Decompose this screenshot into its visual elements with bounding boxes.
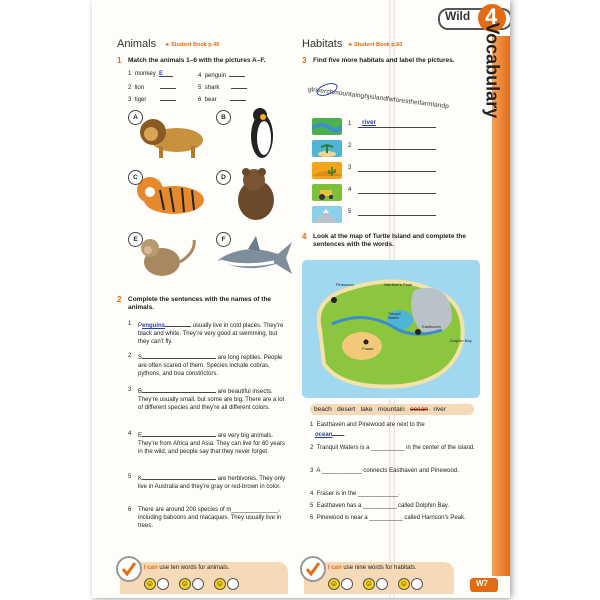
habitats-book-ref	[347, 42, 402, 48]
word-bank-item: river	[433, 406, 446, 413]
arrow-left-icon: ◄	[164, 42, 171, 48]
ex1-item-num: 3	[128, 97, 132, 103]
side-title: Vocabulary	[482, 22, 503, 119]
picture-label-c: C	[128, 170, 143, 185]
ex1-item-num: 1	[128, 71, 132, 77]
ex2-item-text: are long reptiles. People are often scared of them. Species include cobras, pythons, and boa constrictors.	[138, 355, 283, 377]
animals-can-do-i-can: I can	[144, 565, 158, 571]
habitat-icon-desert	[312, 162, 342, 179]
lion-picture	[137, 110, 207, 160]
ex2-item-num: 2	[128, 353, 132, 359]
ex4-item-text: Easthaven and Pinewood are next to the	[316, 422, 425, 428]
ex1-answer-field[interactable]	[231, 82, 247, 89]
smiley-icon[interactable]: ☺	[215, 578, 224, 588]
empty-circle-icon[interactable]	[341, 578, 353, 590]
ex1-item-num: 4	[198, 73, 202, 79]
ex1-row	[198, 82, 247, 92]
ex2-answer-field[interactable]: enguins	[142, 323, 166, 329]
ex4-item-num: 5	[310, 503, 314, 509]
workbook-page	[92, 0, 510, 598]
penguin-picture	[242, 104, 282, 162]
animals-book-ref-text: Student Book p.46	[170, 42, 220, 48]
ex3-answer-field[interactable]: river	[362, 119, 377, 126]
ex3-answer-line[interactable]	[358, 127, 436, 128]
ex3-item-num: 1	[348, 121, 352, 127]
ex4-sentence	[310, 502, 480, 510]
unit-number: 4	[485, 4, 498, 29]
word-bank-item: desert	[337, 406, 356, 413]
empty-circle-icon[interactable]	[376, 578, 388, 590]
word-bank	[310, 404, 474, 415]
word-snake: glriverchmountainghjislandfwforestheifarmlandp	[307, 86, 450, 111]
ex2-item-text: are herbivores. They only live in Australia and they’re gray or red-brown in color.	[138, 476, 286, 490]
smiley-icon[interactable]: ☺	[329, 578, 339, 588]
ex2-item-text: are very big animals. They’re from Africa and Asia. They can live for 60 years in the wild, and people say that they never forget.	[138, 433, 285, 455]
habitats-smiley-row	[328, 575, 424, 593]
ex2-item-num: 5	[128, 474, 132, 480]
ex1-answer-field[interactable]	[160, 94, 176, 101]
ex3-answer-line[interactable]	[358, 193, 436, 194]
ex1-row	[128, 94, 176, 104]
animals-book-ref	[164, 42, 219, 48]
ex4-sentence	[310, 444, 480, 452]
picture-label-a: A	[128, 110, 143, 125]
ex1-row	[198, 94, 246, 104]
ex4-item-num: 4	[310, 491, 314, 497]
smiley-icon[interactable]: ☺	[399, 578, 408, 588]
smiley-icon[interactable]: ☺	[364, 578, 373, 588]
ex2-item-num: 6	[128, 507, 132, 513]
map-label: Tranquil Waters	[388, 312, 401, 320]
island-map-icon	[302, 260, 480, 398]
picture-label-f: F	[216, 232, 231, 247]
habitats-can-do	[328, 564, 417, 572]
check-icon	[116, 556, 142, 582]
picture-label-d: D	[216, 170, 231, 185]
ex1-item-num: 5	[198, 85, 202, 91]
ex2-start-letter: K	[138, 476, 143, 482]
ex3-item-num: 2	[348, 143, 352, 149]
ex3-instruction: Find five more habitats and label the pictures.	[313, 57, 455, 64]
ex1-item-word: shark	[204, 85, 220, 91]
ex1-item-word: tiger	[134, 97, 147, 103]
ex1-answer-field[interactable]	[230, 94, 246, 101]
ex2-item-text: are beautiful insects. They’re usually small, but some are big. There are a lot of different species and they’re all different colors.	[138, 389, 285, 411]
ex4-item-text: Pinewood is near a __________ called Harrison’s Peak.	[316, 515, 466, 521]
ex1-number: 1	[117, 56, 122, 65]
ex4-sentence	[310, 514, 480, 522]
ex3-answer-line[interactable]	[358, 149, 436, 150]
ex2-answer-field[interactable]	[142, 473, 216, 480]
ex2-start-letter: E	[138, 433, 143, 439]
turtle-island-map	[302, 260, 480, 398]
penguin-icon	[242, 104, 282, 162]
ex2-start-letter: B	[138, 389, 143, 395]
habitats-title: Habitats	[302, 38, 343, 50]
ex4-answer-field[interactable]: ocean	[315, 432, 333, 438]
ex1-instruction: Match the animals 1–6 with the pictures A–F.	[128, 57, 266, 64]
habitat-icon-mountain	[312, 206, 342, 223]
ex4-item-num: 2	[310, 445, 314, 451]
lion-icon	[137, 110, 207, 160]
map-label: Harrison’s Peak	[384, 282, 413, 287]
habitat-icon-river	[312, 118, 342, 135]
word-bank-item-crossed: ocean	[410, 406, 428, 413]
ex4-item-text: Easthaven has a __________ called Dolphin Bay.	[316, 503, 450, 509]
empty-circle-icon[interactable]	[227, 578, 239, 590]
ex1-row	[128, 70, 173, 78]
empty-circle-icon[interactable]	[192, 578, 204, 590]
ex2-answer-field[interactable]	[142, 386, 216, 393]
ex4-item-text: Tranquil Waters is a __________ in the center of the island.	[316, 445, 475, 451]
ex2-item	[128, 386, 288, 411]
ex1-item-word: monkey	[134, 71, 156, 77]
ex4-sentence	[310, 490, 480, 498]
animals-can-do	[144, 564, 229, 572]
ex2-start-letter: P	[138, 323, 143, 329]
ex4-item-num: 6	[310, 515, 314, 521]
habitat-icon-farmland	[312, 184, 342, 201]
ex4-item-num: 3	[310, 468, 314, 474]
arrow-left-icon: ◄	[347, 42, 354, 48]
ex2-item	[128, 320, 288, 345]
picture-label-b: B	[216, 110, 231, 125]
ex2-item	[128, 352, 288, 377]
ex2-instruction: Complete the sentences with the names of the animals.	[128, 296, 272, 311]
smiley-icon[interactable]: ☺	[145, 578, 155, 588]
ex1-answer-field[interactable]	[160, 82, 176, 89]
ex3-item-num: 4	[348, 187, 352, 193]
bear-icon	[232, 166, 278, 222]
ex1-item-word: penguin	[204, 73, 227, 79]
habitat-icon-island	[312, 140, 342, 157]
animals-smiley-row	[144, 575, 240, 593]
word-bank-item: mountain	[378, 406, 405, 413]
bear-picture	[232, 166, 278, 222]
habitats-can-do-i-can: I can	[328, 565, 342, 571]
ex3-answer-line[interactable]	[358, 171, 436, 172]
word-bank-item: lake	[360, 406, 373, 413]
ex2-item-num: 1	[128, 321, 132, 327]
picture-label-e: E	[128, 232, 143, 247]
empty-circle-icon[interactable]	[157, 578, 169, 590]
ex2-item	[128, 473, 288, 490]
ex1-row	[198, 70, 245, 80]
ex2-answer-field[interactable]	[142, 352, 216, 359]
ex2-start-letter: S	[138, 355, 143, 361]
animals-title: Animals	[117, 38, 157, 50]
ex1-item-word: bear	[204, 97, 217, 103]
ex4-sentence: 1 Easthaven and Pinewood are next to the ocean .	[310, 422, 425, 438]
ex3-item-num: 3	[348, 165, 352, 171]
habitats-book-ref-text: Student Book p.50	[353, 42, 403, 48]
ex1-item-num: 6	[198, 97, 202, 103]
ex1-answer-field[interactable]: E	[159, 70, 173, 77]
map-label: Easthaven	[422, 324, 441, 329]
ex2-item	[128, 430, 288, 455]
ex2-item-text: usually live in cold places. They’re black and white. They’re very good at swimming, but they can’t fly.	[138, 323, 284, 345]
ex1-answer-field[interactable]	[229, 70, 245, 77]
ex2-item	[128, 506, 288, 529]
page-number: W7	[476, 579, 488, 588]
word-bank-item: beach	[314, 406, 332, 413]
ex4-item-text: A ____________ connects Easthaven and Pinewood.	[316, 468, 459, 474]
map-label: Pinewood	[336, 282, 354, 287]
habitats-can-do-text: use nine words for habitats.	[341, 565, 417, 571]
map-label: Fraser	[362, 346, 374, 351]
ex3-item-num: 5	[348, 209, 352, 215]
ex4-item-num: 1	[310, 422, 314, 428]
ex4-item-text: Fraser is in the ____________.	[316, 491, 400, 497]
ex4-sentence	[310, 467, 480, 475]
ex4-number: 4	[302, 232, 307, 241]
ex4-instruction: Look at the map of Turtle Island and complete the sentences with the words.	[313, 233, 467, 248]
smiley-icon[interactable]: ☺	[180, 578, 189, 588]
ex2-answer-field[interactable]	[142, 430, 216, 437]
unit-tab-label: Wild	[445, 9, 471, 23]
animals-can-do-text: use ten words for animals.	[157, 565, 230, 571]
ex2-item-text: There are around 200 species of m______________, including baboons and macaques. They usually live in trees.	[138, 507, 282, 529]
check-icon	[300, 556, 326, 582]
ex3-number: 3	[302, 56, 307, 65]
ex1-item-word: lion	[134, 85, 145, 91]
ex1-row	[128, 82, 176, 92]
ex3-answer-line[interactable]	[358, 215, 436, 216]
ex2-item-num: 3	[128, 387, 132, 393]
ex2-item-num: 4	[128, 431, 132, 437]
empty-circle-icon[interactable]	[411, 578, 423, 590]
ex1-item-num: 2	[128, 85, 132, 91]
map-label: Dolphin Bay	[450, 338, 472, 343]
ex2-number: 2	[117, 295, 122, 304]
